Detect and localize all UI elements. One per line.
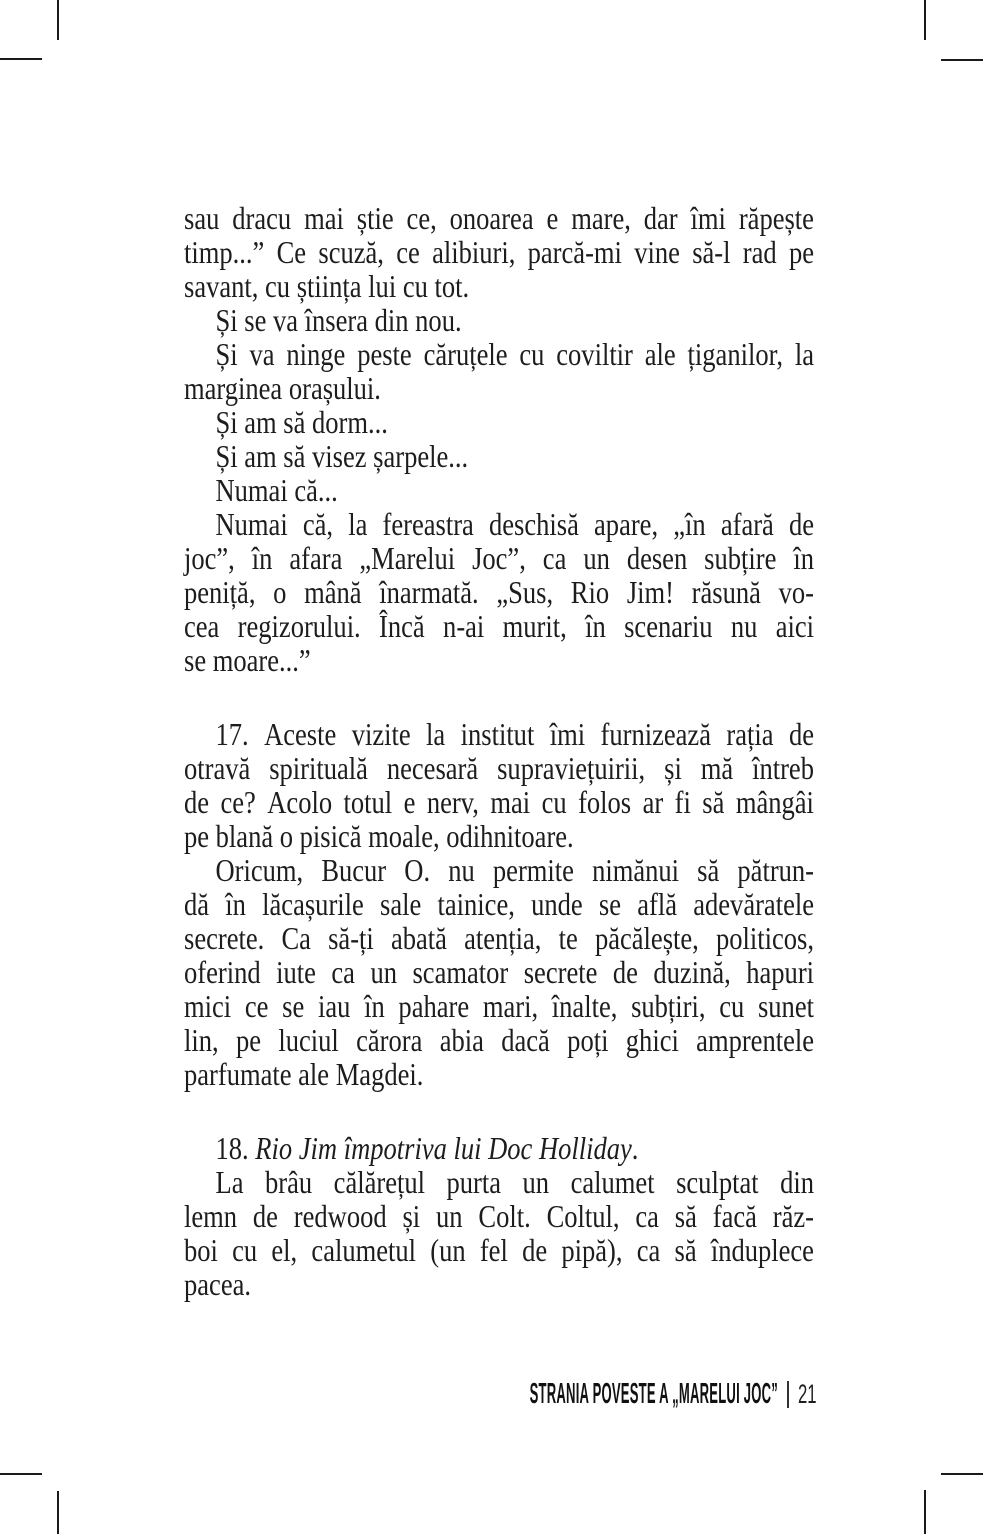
text-line: Și am să dorm... bbox=[215, 404, 388, 440]
text-line: peniță, o mână înarmată. „Sus, Rio Jim! răsună vo- bbox=[184, 574, 814, 610]
text-line: oferind iute ca un scamator secrete de duzină, hapuri bbox=[184, 954, 815, 990]
text-line: dă în lăcașurile sale tainice, unde se află adevăratele bbox=[184, 886, 814, 922]
text-line: cea regizorului. Încă n-ai murit, în scenariu nu aici bbox=[184, 608, 815, 644]
text-line: marginea orașului. bbox=[184, 370, 381, 406]
text-line: parfumate ale Magdei. bbox=[184, 1056, 424, 1092]
page-footer bbox=[226, 1379, 828, 1409]
crop-mark-top-left-horizontal bbox=[0, 58, 42, 60]
text-line: La brâu călărețul purta un calumet sculptat din bbox=[215, 1164, 815, 1200]
text-line: 17. Aceste vizite la institut îmi furnizează rația de bbox=[215, 716, 815, 752]
text-line: Numai că... bbox=[215, 472, 338, 508]
text-line: Și am să visez șarpele... bbox=[215, 438, 469, 474]
crop-mark-bottom-right-horizontal bbox=[941, 1473, 983, 1475]
text-section bbox=[184, 201, 814, 677]
text-line: secrete. Ca să-ți abată atenția, te păcălește, politicos, bbox=[184, 920, 814, 956]
text-line: Oricum, Bucur O. nu permite nimănui să pătrun- bbox=[215, 852, 815, 888]
text-line: pacea. bbox=[184, 1266, 251, 1302]
crop-mark-top-right-horizontal bbox=[941, 59, 983, 61]
text-line: de ce? Acolo totul e nerv, mai cu folos ar fi să mângâi bbox=[184, 784, 814, 820]
text-line: joc”, în afara „Marelui Joc”, ca un desen subțire în bbox=[184, 540, 814, 576]
text-line: lemn de redwood și un Colt. Coltul, ca să facă răz- bbox=[184, 1198, 814, 1234]
text-line: Și va ninge peste căruțele cu coviltir ale țiganilor, la bbox=[215, 336, 815, 372]
crop-mark-top-left-vertical bbox=[57, 0, 59, 40]
text-line: boi cu el, calumetul (un fel de pipă), ca să înduplece bbox=[184, 1232, 814, 1268]
crop-mark-bottom-left-vertical bbox=[57, 1491, 59, 1534]
text-line: otravă spirituală necesară supraviețuirii, și mă întreb bbox=[184, 750, 814, 786]
text-line: timp...” Ce scuză, ce alibiuri, parcă-mi vine să-l rad pe bbox=[184, 234, 815, 270]
text-line: mici ce se iau în pahare mari, înalte, subțiri, cu sunet bbox=[184, 988, 814, 1024]
text-line: Și se va însera din nou. bbox=[215, 302, 462, 338]
page-number: 21 bbox=[797, 1379, 817, 1409]
text-line: Numai că, la fereastra deschisă apare, „în afară de bbox=[215, 506, 815, 542]
text-line: se moare...” bbox=[184, 642, 311, 678]
text-section bbox=[184, 717, 814, 1091]
text-line: lin, pe luciul cărora abia dacă poți ghici amprentele bbox=[184, 1022, 815, 1058]
text-line: 18. Rio Jim împotriva lui Doc Holliday. bbox=[215, 1130, 639, 1166]
text-line: pe blană o pisică moale, odihnitoare. bbox=[184, 818, 574, 854]
text-section bbox=[184, 1131, 814, 1301]
crop-mark-bottom-left-horizontal bbox=[0, 1473, 42, 1475]
crop-mark-top-right-vertical bbox=[924, 0, 926, 40]
running-title: STRANIA POVESTE A „MARELUI JOC” bbox=[529, 1378, 778, 1410]
page-body-text bbox=[184, 201, 814, 1301]
text-line: sau dracu mai știe ce, onoarea e mare, dar îmi răpește bbox=[184, 200, 814, 236]
text-line: savant, cu știința lui cu tot. bbox=[184, 268, 470, 304]
footer-separator bbox=[787, 1381, 789, 1408]
crop-mark-bottom-right-vertical bbox=[924, 1490, 926, 1534]
